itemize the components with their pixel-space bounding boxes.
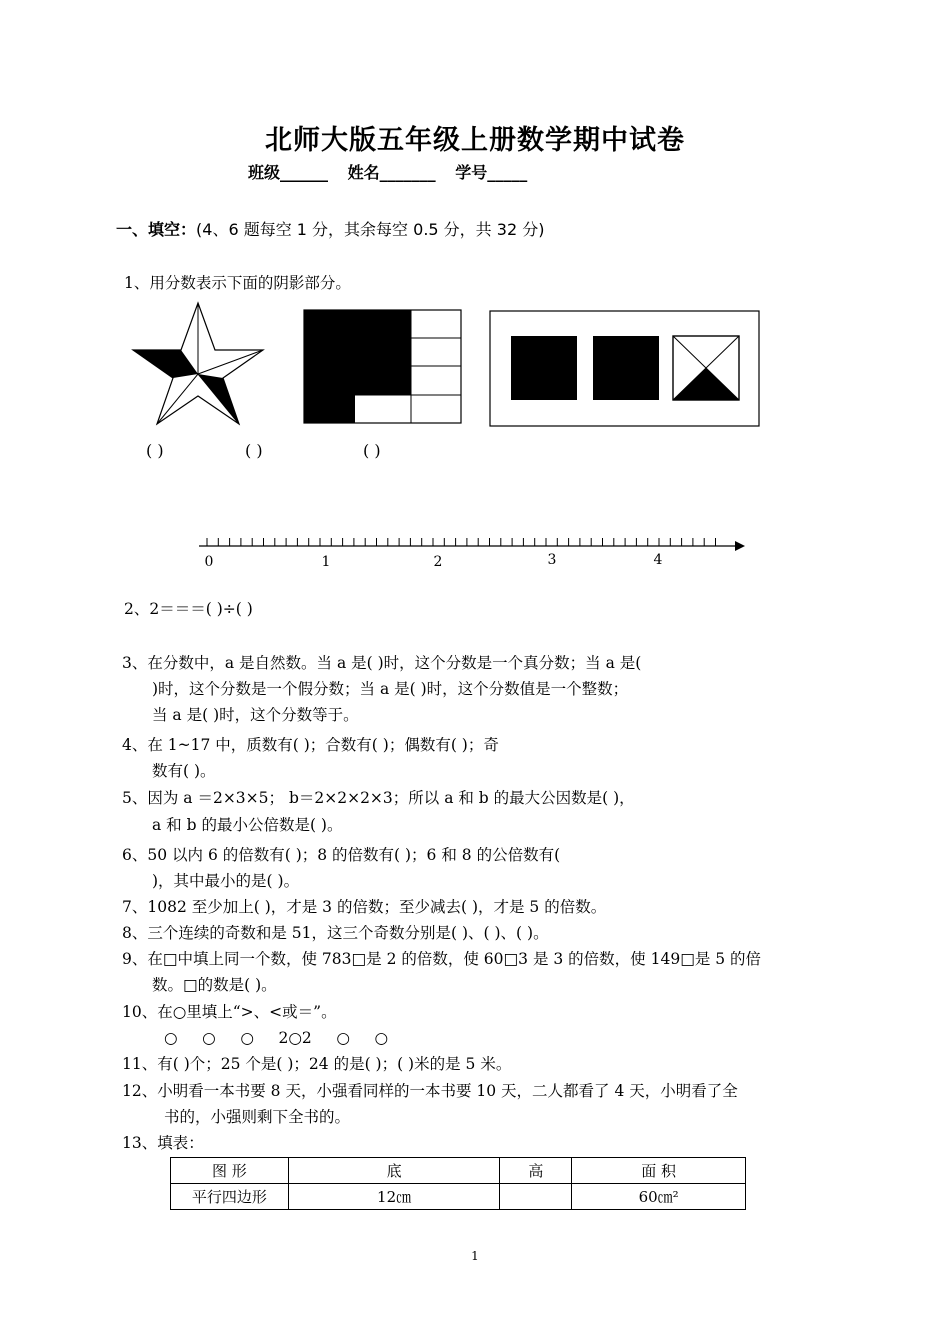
table-header-cell: 高 [500, 1158, 572, 1184]
question-11: 11、有( )个；25 个是( )；24 的是( )；( )米的是 5 米。 [122, 1055, 512, 1073]
id-field[interactable]: 学号_____ [455, 163, 528, 182]
question-6-line1: 6、50 以内 6 的倍数有( )；8 的倍数有( )；6 和 8 的公倍数有( [122, 846, 561, 864]
question-12-line1: 12、小明看一本书要 8 天，小强看同样的一本书要 10 天，二人都看了 4 天，小明看了全 [122, 1082, 738, 1100]
table-cell-base: 12㎝ [288, 1184, 500, 1210]
table-cell-shape: 平行四边形 [171, 1184, 289, 1210]
question-2: 2、2＝＝＝( )÷( ) [124, 600, 253, 618]
question-5-line1: 5、因为 a ＝2×3×5； b＝2×2×2×3；所以 a 和 b 的最大公因数是( )， [122, 789, 635, 807]
grid-figure [303, 309, 463, 425]
squares-figure [489, 310, 761, 428]
table-header-cell: 底 [288, 1158, 500, 1184]
answer-blank-grid[interactable]: ( ) [245, 441, 263, 460]
number-line-label-1: 1 [321, 554, 331, 570]
answer-blank-squares[interactable]: ( ) [363, 441, 381, 460]
table-header-cell: 面 积 [572, 1158, 746, 1184]
question-3-line2: )时，这个分数是一个假分数；当 a 是( )时，这个分数值是一个整数； [152, 680, 629, 698]
number-line [195, 528, 755, 574]
question-7: 7、1082 至少加上( )，才是 3 的倍数；至少减去( )，才是 5 的倍数。 [122, 898, 607, 916]
page-number: 1 [471, 1249, 479, 1263]
grid-shaded-area [304, 310, 411, 395]
section-heading [116, 217, 544, 240]
number-line-label-4: 4 [653, 552, 663, 568]
table-cell-area: 60㎝² [572, 1184, 746, 1210]
number-line-label-3: 3 [547, 552, 557, 568]
question-4-line2: 数有( )。 [152, 762, 216, 780]
fill-table [170, 1157, 746, 1210]
section-label: 一、填空： [116, 220, 197, 239]
student-info [248, 160, 541, 183]
question-10-line2: ○ ○ ○ 2○2 ○ ○ [164, 1029, 389, 1047]
table-row [171, 1184, 746, 1210]
question-13: 13、填表： [122, 1134, 204, 1152]
question-4-line1: 4、在 1~17 中，质数有( )；合数有( )；偶数有( )；奇 [122, 736, 499, 754]
answer-blank-star[interactable]: ( ) [146, 441, 164, 460]
number-line-ticks [207, 538, 716, 546]
question-9-line2: 数。□的数是( )。 [152, 976, 277, 994]
question-9-line1: 9、在□中填上同一个数，使 783□是 2 的倍数，使 60□3 是 3 的倍数，使 149□是 5 的倍 [122, 950, 762, 968]
question-1: 1、用分数表示下面的阴影部分。 [124, 274, 351, 292]
section-note: (4、6 题每空 1 分，其余每空 0.5 分，共 32 分) [196, 220, 545, 239]
page-title: 北师大版五年级上册数学期中试卷 [265, 125, 685, 156]
question-3-line3: 当 a 是( )时，这个分数等于。 [152, 706, 359, 724]
table-header-row [171, 1158, 746, 1184]
question-5-line2: a 和 b 的最小公倍数是( )。 [152, 816, 343, 834]
question-12-line2: 书的，小强则剩下全书的。 [164, 1108, 351, 1126]
table-cell-height[interactable] [500, 1184, 572, 1210]
black-square-1 [511, 336, 577, 400]
star-figure [130, 300, 266, 428]
name-field[interactable]: 姓名_______ [347, 163, 436, 182]
number-line-arrow [735, 541, 745, 551]
question-10-line1: 10、在○里填上“>、<或＝”。 [122, 1003, 337, 1021]
question-3-line1: 3、在分数中，a 是自然数。当 a 是( )时，这个分数是一个真分数；当 a 是( [122, 654, 642, 672]
table-header-cell: 图 形 [171, 1158, 289, 1184]
black-square-2 [593, 336, 659, 400]
class-field[interactable]: 班级______ [248, 163, 329, 182]
question-6-line2: )，其中最小的是( )。 [152, 872, 300, 890]
question-8: 8、三个连续的奇数和是 51，这三个奇数分别是( )、( )、( )。 [122, 924, 549, 942]
number-line-label-2: 2 [433, 554, 443, 570]
number-line-label-0: 0 [204, 554, 214, 570]
